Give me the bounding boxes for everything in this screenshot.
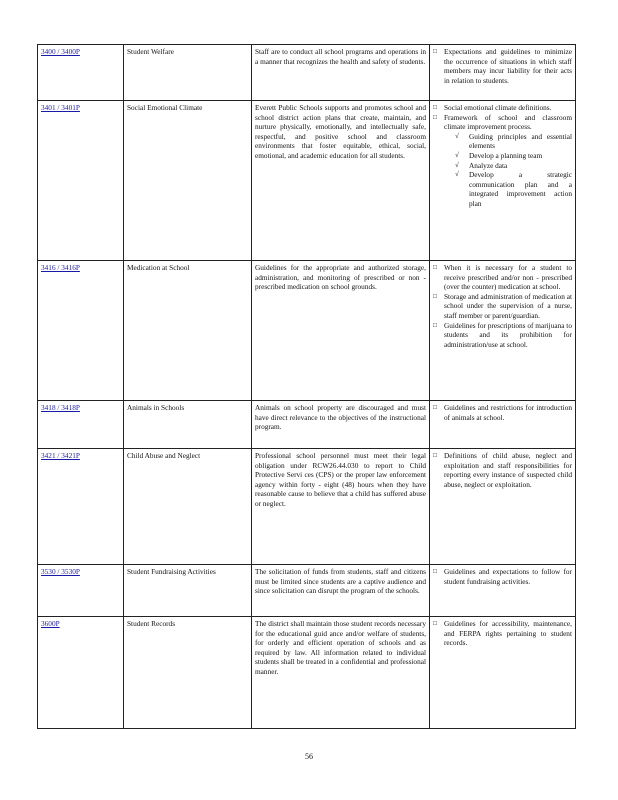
policy-item (433, 321, 572, 350)
policy-code-cell (38, 617, 124, 729)
policy-item-list (433, 47, 572, 85)
policy-subitem (444, 170, 572, 208)
policy-code-link[interactable]: 3530 / 3530P (41, 567, 80, 576)
policy-item-list (433, 451, 572, 489)
policy-title: Student Fundraising Activities (127, 567, 216, 576)
policy-row (38, 617, 576, 729)
policy-item (433, 451, 572, 489)
policy-item (433, 263, 572, 292)
policy-item-text: Expectations and guidelines to minimize the occurrence of situations in which staff members may incur liability for their acts in relation to students. (444, 47, 572, 85)
policy-code-cell (38, 261, 124, 401)
policy-code-link[interactable]: 3416 / 3416P (41, 263, 80, 272)
policy-item-text: Storage and administration of medication at school under the supervision of a nurse, staff member or parent/guardian. (444, 291, 572, 320)
policy-title-cell (124, 45, 252, 101)
policy-code-cell (38, 565, 124, 617)
policy-row (38, 449, 576, 565)
policy-purpose-cell (252, 565, 430, 617)
policy-purpose-cell (252, 45, 430, 101)
policy-item-text: Guidelines and restrictions for introduction of animals at school. (444, 403, 572, 422)
policy-code-cell (38, 449, 124, 565)
policy-item-list (433, 619, 572, 648)
policy-row (38, 45, 576, 101)
policy-title: Student Records (127, 619, 176, 628)
policy-code-cell (38, 401, 124, 449)
policy-title-cell (124, 617, 252, 729)
policy-table (37, 44, 576, 729)
policy-item-text: When it is necessary for a student to receive prescribed and/or non - prescribed (over the counter) medication at school. (444, 263, 572, 292)
policy-title-cell (124, 401, 252, 449)
policy-item-text: Definitions of child abuse, neglect and exploitation and staff responsibilities for reporting every instance of suspected child abuse, neglect or exploitation. (444, 451, 572, 489)
policy-code-link[interactable]: 3400 / 3400P (41, 47, 80, 56)
policy-code-link[interactable]: 3401 / 3401P (41, 103, 80, 112)
policy-code-link[interactable]: 3421 / 3421P (41, 451, 80, 460)
policy-title-cell (124, 565, 252, 617)
policy-code-link[interactable]: 3418 / 3418P (41, 403, 80, 412)
page-number: 56 (305, 752, 313, 761)
policy-item-list (433, 103, 572, 209)
policy-title: Medication at School (127, 263, 190, 272)
policy-items-cell (430, 449, 576, 565)
policy-subitem (444, 132, 572, 151)
policy-code-cell (38, 101, 124, 261)
policy-item-list (433, 263, 572, 349)
policy-title-cell (124, 101, 252, 261)
policy-purpose: Everett Public Schools supports and promotes school and school district action plans that create, maintain, and nurture physically, emotionally, and intellectually safe, respectful, and positive school and classroom environments that foster equitable, ethical, social, emotional, and academic education for all students. (255, 103, 426, 160)
policy-purpose-cell (252, 261, 430, 401)
policy-row (38, 261, 576, 401)
policy-title: Student Welfare (127, 47, 174, 56)
policy-subitem-text: Guiding principles and essential elements (469, 131, 572, 151)
policy-item (433, 403, 572, 422)
policy-items-cell (430, 261, 576, 401)
policy-purpose: The solicitation of funds from students, staff and citizens must be limited since students are a captive audience and since solicitation can disrupt the program of the schools. (255, 567, 426, 596)
policy-purpose-cell (252, 101, 430, 261)
policy-subitem-text: Develop a planning team (469, 150, 543, 160)
policy-title-cell (124, 449, 252, 565)
policy-purpose: Animals on school property are discouraged and must have direct relevance to the objectives of the instructional program. (255, 403, 426, 432)
policy-subitem (444, 151, 572, 161)
policy-item-list (433, 403, 572, 422)
policy-subitem (444, 161, 572, 171)
policy-items-cell (430, 565, 576, 617)
policy-title: Social Emotional Climate (127, 103, 203, 112)
policy-subitem-text: Analyze data (469, 160, 508, 170)
policy-title: Child Abuse and Neglect (127, 451, 201, 460)
policy-title-cell (124, 261, 252, 401)
policy-purpose-cell (252, 617, 430, 729)
policy-item-text: Guidelines for accessibility, maintenance, and FERPA rights pertaining to student records. (444, 619, 572, 648)
policy-item (433, 619, 572, 648)
policy-title: Animals in Schools (127, 403, 185, 412)
policy-code-cell (38, 45, 124, 101)
policy-subitem-list (444, 132, 572, 209)
policy-item-text: Framework of school and classroom climate improvement process. (444, 112, 572, 132)
policy-row (38, 565, 576, 617)
policy-purpose: Guidelines for the appropriate and authorized storage, administration, and monitoring of prescribed or non - prescribed medication on school grounds. (255, 263, 426, 292)
policy-subitem-text: Develop a strategic communication plan and a integrated improvement action plan (469, 170, 572, 208)
policy-items-cell (430, 45, 576, 101)
policy-item (433, 292, 572, 321)
policy-item (433, 47, 572, 85)
policy-code-link[interactable]: 3600P (41, 619, 60, 628)
policy-purpose: Professional school personnel must meet their legal obligation under RCW26.44.030 to report to Child Protective Servi ces (CPS) or the proper law enforcement agency within forty - eight (48) hours when they have reasonable cause to believe that a child has suffered abuse or neglect. (255, 451, 426, 508)
policy-item (433, 567, 572, 586)
policy-purpose-cell (252, 449, 430, 565)
policy-item-text: Guidelines and expectations to follow for student fundraising activities. (444, 567, 572, 586)
policy-purpose: Staff are to conduct all school programs and operations in a manner that recognizes the health and safety of students. (255, 47, 426, 66)
policy-purpose-cell (252, 401, 430, 449)
policy-items-cell (430, 617, 576, 729)
policy-item-list (433, 567, 572, 586)
policy-item (433, 103, 572, 113)
policy-items-cell (430, 401, 576, 449)
policy-item (433, 113, 572, 209)
policy-item-text: Social emotional climate definitions. (444, 103, 552, 112)
policy-purpose: The district shall maintain those student records necessary for the educational guid ance and/or welfare of students, for orderly and efficient operation of schools and as required by law. All information related to individual students shall be treated in a confidential and professional manner. (255, 619, 426, 676)
policy-item-text: Guidelines for prescriptions of marijuana to students and its prohibition for administration/use at school. (444, 320, 572, 349)
policy-row (38, 101, 576, 261)
policy-items-cell (430, 101, 576, 261)
policy-table-container (37, 44, 575, 729)
policy-row (38, 401, 576, 449)
